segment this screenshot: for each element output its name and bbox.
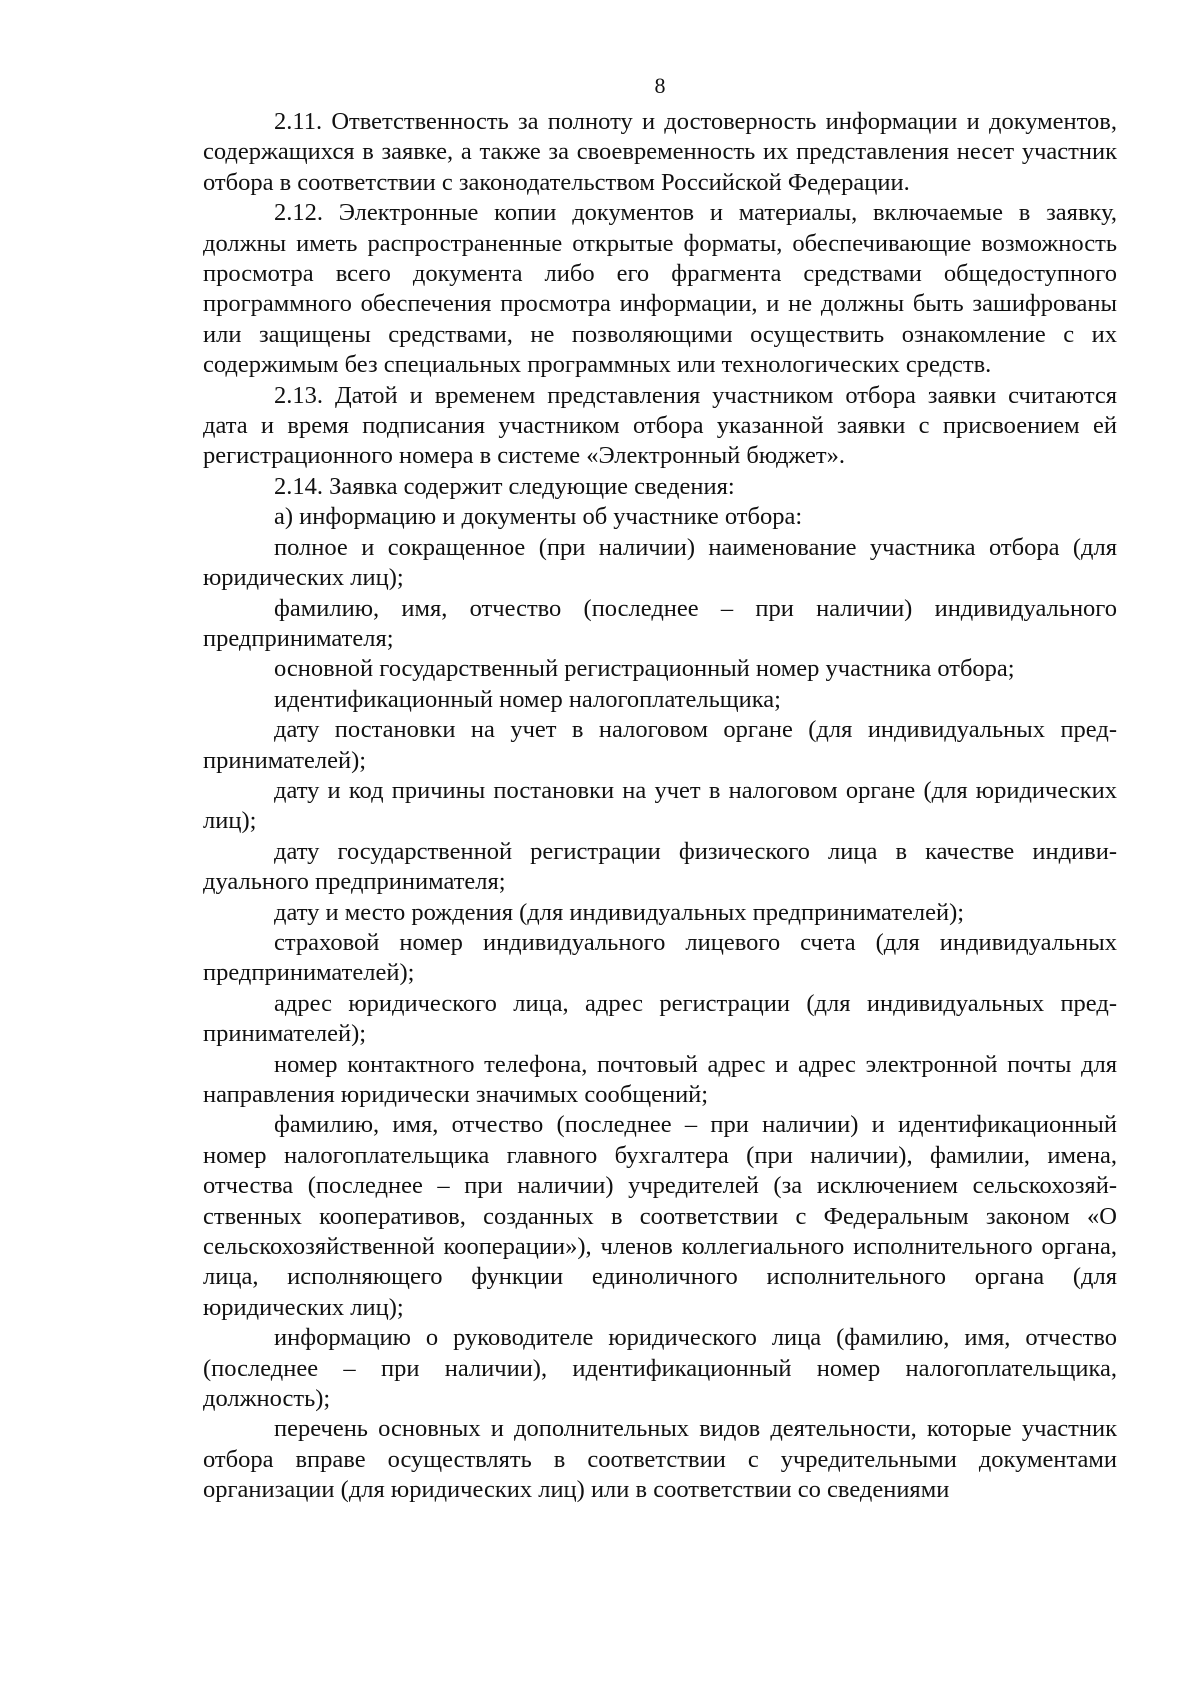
list-item-entrepreneur-name: фамилию, имя, отчество (последнее – при наличии) индивидуального предпринимателя; [203,594,1117,652]
list-item-full-name: полное и сокращенное (при наличии) наименование участника отбора (для юридических лиц); [203,533,1117,592]
list-item-address: адрес юридического лица, адрес регистрации (для индивидуальных предпринимателей); [203,989,1117,1048]
list-item-birth-date-place: дату и место рождения (для индивидуальных предпринимателей); [274,898,965,926]
list-item-ogrn: основной государственный регистрационный номер участника отбора; [274,655,1015,683]
list-item-activities: перечень основных и дополнительных видов деятельности, которые участник отбора вправе осуществлять в соответствии с учредительными документами организации (для юридических лиц) или в соответствии со сведениями [203,1415,1117,1504]
paragraph-2-11: 2.11. Ответственность за полноту и достоверность информации и документов, содержащихся в заявке, а также за своевременность их представления несет участник отбора в соответствии с законодательством Российской Федерации. [203,108,1117,196]
list-item-contacts: номер контактного телефона, почтовый адрес и адрес электронной почты для направления юридически значимых сообщений; [203,1050,1117,1108]
paragraph-2-12: 2.12. Электронные копии документов и материалы, включаемые в заявку, должны иметь распространенные открытые форматы, обеспечивающие возможность просмотра всего документа либо его фрагмента средствами общедоступного программного обеспечения просмотра информации, и не должны быть зашифрованы или защищены средствами, не позволяющими осуществить ознакомление с их содержимым без специальных программных или технологических средств. [203,199,1117,379]
list-item-tax-registration-date: дату постановки на учет в налоговом органе (для индивидуальных предпринимателей); [203,716,1117,774]
list-item-accountant-founders: фамилию, имя, отчество (последнее – при наличии) и идентификационный номер налогоплательщика главного бухгалтера (при наличии), фамилии, имена, отчества (последнее – при наличии) учредителей (за исключением сельскохозяйственных кооперативов, созданных в соответствии с Федеральным законом «О сельскохозяйственной кооперации»), членов коллегиального исполнительного органа, лица, исполняющего функции единоличного исполнительного органа (для юридических лиц); [203,1111,1117,1321]
paragraph-2-13: 2.13. Датой и временем представления участником отбора заявки считаются дата и время подписания участником отбора указанной заявки с присвоением ей регистрационного номера в системе «Электронный бюджет». [203,381,1117,470]
list-item-state-registration-date: дату государственной регистрации физического лица в качестве индивидуального предпринимателя; [203,837,1117,896]
list-item-a: а) информацию и документы об участнике отбора: [274,503,803,531]
list-item-snils: страховой номер индивидуального лицевого счета (для индивидуальных предпринимателей); [203,928,1117,987]
list-item-director-info: информацию о руководителе юридического лица (фамилию, имя, отчество (последнее – при наличии), идентификационный номер налогоплательщика, должность); [203,1324,1117,1413]
list-item-inn: идентификационный номер налогоплательщика; [274,685,781,713]
page-number: 8 [654,73,666,98]
list-item-kpp: дату и код причины постановки на учет в налоговом органе (для юридических лиц); [203,776,1117,835]
document-body [203,107,1117,1506]
paragraph-2-14: 2.14. Заявка содержит следующие сведения: [274,472,735,500]
